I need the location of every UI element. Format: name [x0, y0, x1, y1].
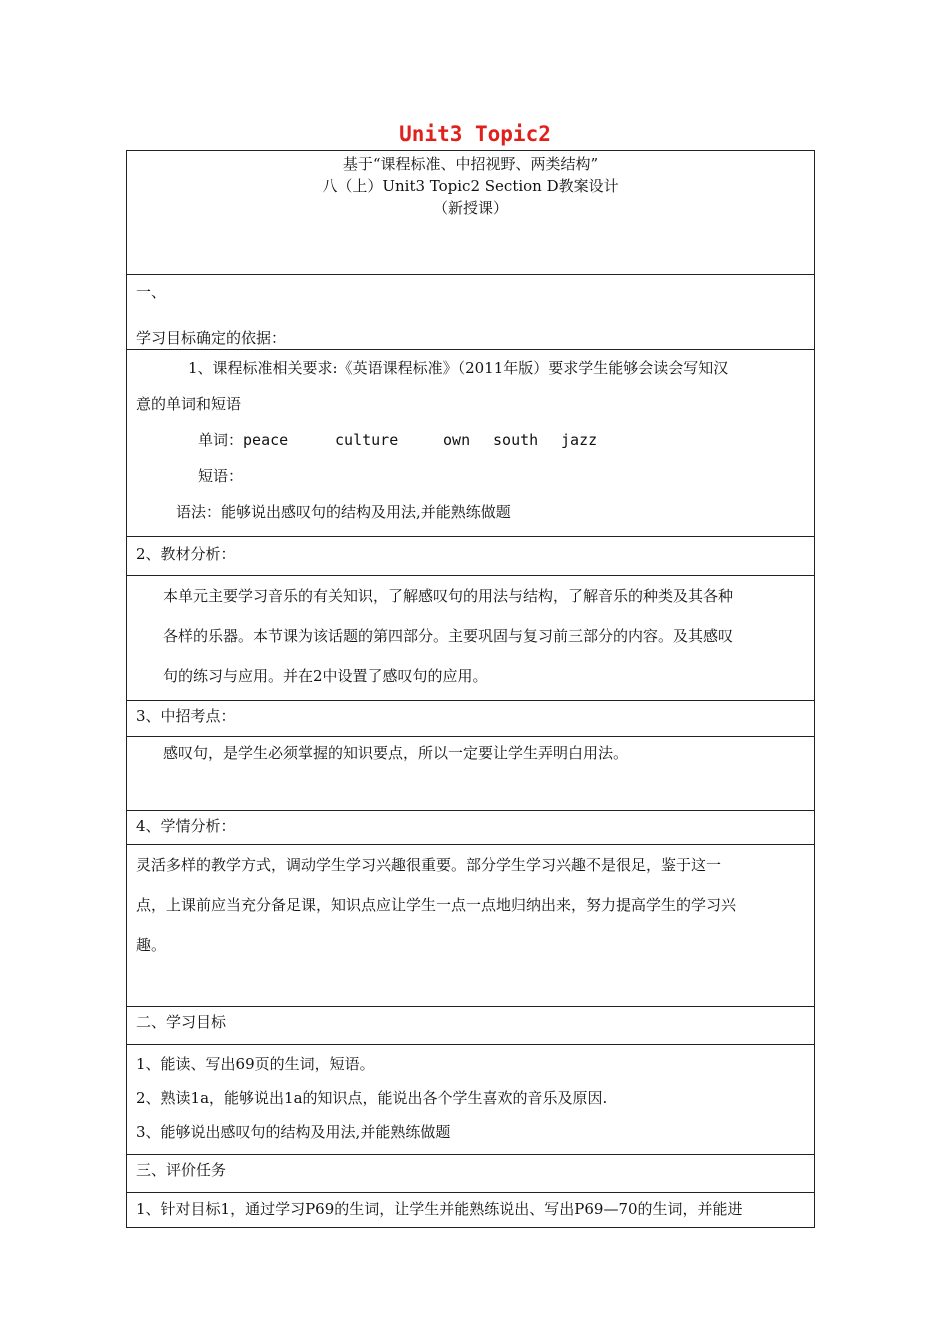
objective-item: 2、熟读1a，能够说出1a的知识点，能说出各个学生喜欢的音乐及原因.: [136, 1089, 608, 1107]
learner-analysis-line: 趣。: [136, 936, 167, 954]
header-row: [127, 151, 815, 275]
analysis-line: 句的练习与应用。并在2中设置了感叹句的应用。: [163, 667, 488, 685]
page-title: Unit3 Topic2: [399, 122, 551, 146]
section-1-body: [127, 350, 815, 537]
words-label: 单词：: [198, 431, 244, 449]
section-1-number: 一、: [136, 283, 167, 301]
learner-analysis-line: 点，上课前应当充分备足课，知识点应让学生一点一点地归纳出来，努力提高学生的学习兴: [136, 896, 737, 914]
section-4-title: 4、学情分析：: [136, 817, 236, 835]
section-6-heading-row: [127, 1155, 815, 1193]
header-line-3: （新授课）: [432, 199, 508, 217]
section-5-heading: [127, 1007, 815, 1045]
section-3-body-row: [127, 737, 815, 811]
section-1-body-row: [127, 350, 815, 537]
section-1-heading: [127, 275, 815, 350]
section-4-body-row: [127, 845, 815, 1007]
objective-item: 3、能够说出感叹句的结构及用法,并能熟练做题: [136, 1123, 451, 1141]
analysis-line: 本单元主要学习音乐的有关知识，了解感叹句的用法与结构，了解音乐的种类及其各种: [163, 587, 734, 605]
section-5-heading-row: [127, 1007, 815, 1045]
objective-item: 1、能读、写出69页的生词，短语。: [136, 1055, 375, 1073]
analysis-line: 各样的乐器。本节课为该话题的第四部分。主要巩固与复习前三部分的内容。及其感叹: [163, 627, 734, 645]
section-6-title: 三、评价任务: [136, 1161, 227, 1179]
section-4-body: [127, 845, 815, 1007]
section-2-body: [127, 576, 815, 701]
word-item: south: [493, 431, 539, 449]
word-item: own: [443, 431, 471, 449]
section-3-heading-row: [127, 701, 815, 737]
section-3-heading: [127, 701, 815, 737]
learner-analysis-line: 灵活多样的教学方式，调动学生学习兴趣很重要。部分学生学习兴趣不是很足，鉴于这一: [136, 856, 722, 874]
section-2-heading: [127, 537, 815, 576]
word-item: culture: [335, 431, 399, 449]
phrases-label: 短语：: [198, 467, 244, 485]
section-6-body-row: [127, 1193, 815, 1228]
section-3-title: 3、中招考点：: [136, 707, 236, 725]
section-2-body-row: [127, 576, 815, 701]
header-cell: [127, 151, 815, 275]
header-line-2: 八（上）Unit3 Topic2 Section D教案设计: [322, 177, 619, 195]
section-1-title: 学习目标确定的依据：: [136, 329, 287, 347]
section-3-body: [127, 737, 815, 811]
section-5-body-row: [127, 1045, 815, 1155]
lesson-plan-table: [126, 150, 815, 1228]
section-4-heading-row: [127, 811, 815, 845]
exam-point-text: 感叹句，是学生必须掌握的知识要点，所以一定要让学生弄明白用法。: [163, 744, 629, 762]
word-item: jazz: [561, 431, 598, 449]
section-1-heading-row: [127, 275, 815, 350]
section-2-title: 2、教材分析：: [136, 545, 236, 563]
evaluation-text: 1、针对目标1，通过学习P69的生词，让学生并能熟练说出、写出P69—70的生词，并能进: [136, 1200, 743, 1218]
section-5-title: 二、学习目标: [136, 1013, 227, 1031]
section-6-body: [127, 1193, 815, 1228]
section-2-heading-row: [127, 537, 815, 576]
word-item: peace: [243, 431, 289, 449]
requirement-line-2: 意的单词和短语: [136, 395, 242, 413]
requirement-line-1: 1、课程标准相关要求:《英语课程标准》（2011年版）要求学生能够会读会写知汉: [188, 359, 729, 377]
section-4-heading: [127, 811, 815, 845]
grammar-line: 语法：能够说出感叹句的结构及用法,并能熟练做题: [176, 503, 511, 521]
section-5-body: [127, 1045, 815, 1155]
section-6-heading: [127, 1155, 815, 1193]
words-row: [136, 422, 805, 458]
header-line-1: 基于“课程标准、中招视野、两类结构”: [342, 155, 599, 173]
